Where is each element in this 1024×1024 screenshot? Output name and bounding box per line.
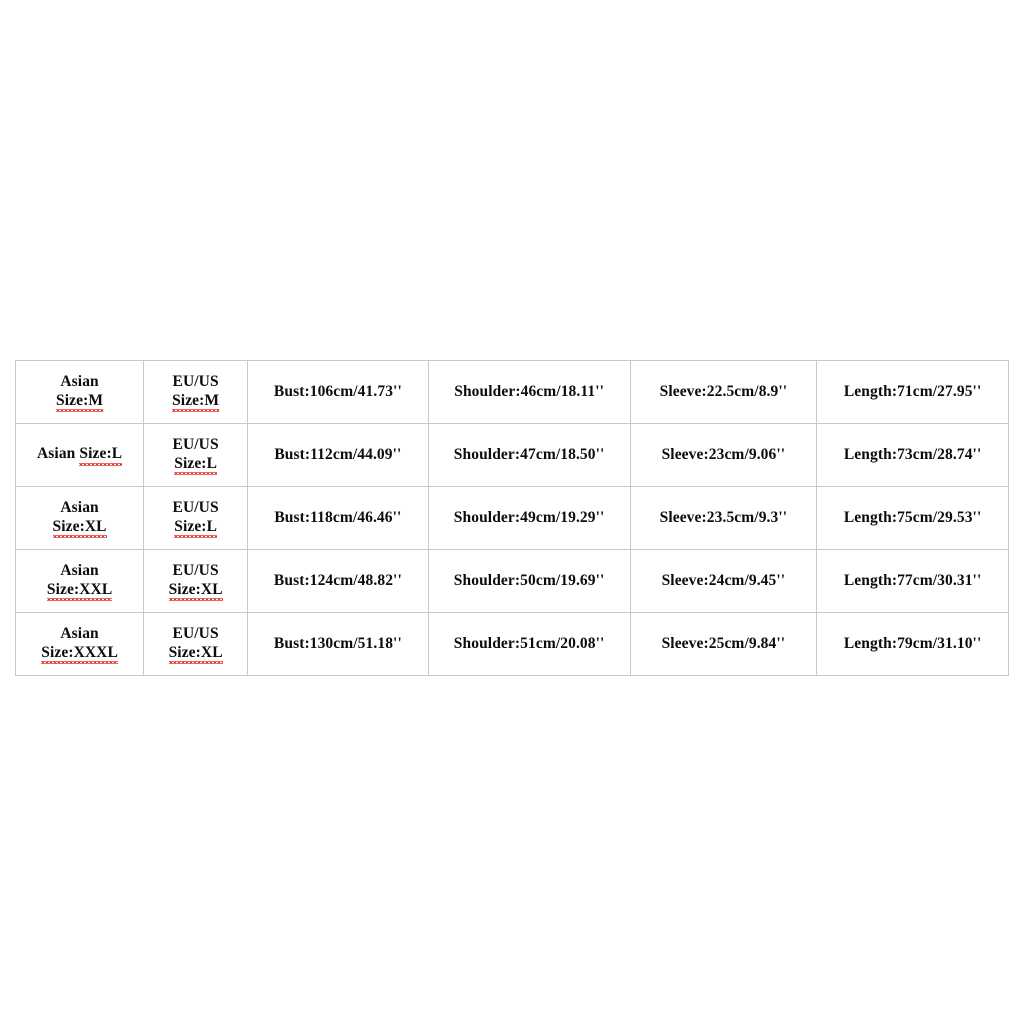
cell-asian-size bbox=[16, 487, 144, 550]
cell-asian-size bbox=[16, 613, 144, 676]
euus-size-value: Size:XL bbox=[150, 643, 241, 664]
euus-size-value: Size:XL bbox=[150, 580, 241, 601]
cell-bust: Bust:130cm/51.18'' bbox=[248, 613, 429, 676]
cell-sleeve: Sleeve:23.5cm/9.3'' bbox=[630, 487, 817, 550]
table-row bbox=[16, 424, 1009, 487]
euus-size-label: EU/US bbox=[172, 561, 219, 579]
cell-sleeve: Sleeve:24cm/9.45'' bbox=[630, 550, 817, 613]
euus-size-label: EU/US bbox=[172, 498, 219, 516]
asian-size-label: Asian bbox=[60, 624, 99, 642]
cell-shoulder: Shoulder:47cm/18.50'' bbox=[428, 424, 630, 487]
cell-length: Length:77cm/30.31'' bbox=[817, 550, 1009, 613]
cell-euus-size bbox=[144, 361, 248, 424]
euus-size-label: EU/US bbox=[172, 624, 219, 642]
cell-asian-size bbox=[16, 424, 144, 487]
asian-size-value: Size:XXL bbox=[22, 580, 137, 601]
asian-size-value: Size:XXXL bbox=[22, 643, 137, 664]
cell-euus-size bbox=[144, 487, 248, 550]
cell-length: Length:71cm/27.95'' bbox=[817, 361, 1009, 424]
asian-size-inline: Asian Size:L bbox=[37, 445, 122, 462]
cell-shoulder: Shoulder:50cm/19.69'' bbox=[428, 550, 630, 613]
cell-asian-size bbox=[16, 550, 144, 613]
cell-shoulder: Shoulder:49cm/19.29'' bbox=[428, 487, 630, 550]
size-chart-table bbox=[15, 360, 1009, 676]
cell-shoulder: Shoulder:51cm/20.08'' bbox=[428, 613, 630, 676]
cell-bust: Bust:106cm/41.73'' bbox=[248, 361, 429, 424]
cell-sleeve: Sleeve:22.5cm/8.9'' bbox=[630, 361, 817, 424]
cell-sleeve: Sleeve:25cm/9.84'' bbox=[630, 613, 817, 676]
asian-size-label: Asian bbox=[60, 498, 99, 516]
cell-bust: Bust:112cm/44.09'' bbox=[248, 424, 429, 487]
euus-size-value: Size:M bbox=[150, 391, 241, 412]
euus-size-value: Size:L bbox=[150, 454, 241, 475]
cell-length: Length:73cm/28.74'' bbox=[817, 424, 1009, 487]
cell-length: Length:79cm/31.10'' bbox=[817, 613, 1009, 676]
asian-size-label: Asian bbox=[60, 372, 99, 390]
cell-sleeve: Sleeve:23cm/9.06'' bbox=[630, 424, 817, 487]
cell-bust: Bust:118cm/46.46'' bbox=[248, 487, 429, 550]
asian-size-label: Asian bbox=[60, 561, 99, 579]
euus-size-label: EU/US bbox=[172, 372, 219, 390]
cell-shoulder: Shoulder:46cm/18.11'' bbox=[428, 361, 630, 424]
cell-euus-size bbox=[144, 550, 248, 613]
euus-size-value: Size:L bbox=[150, 517, 241, 538]
cell-length: Length:75cm/29.53'' bbox=[817, 487, 1009, 550]
table-row bbox=[16, 613, 1009, 676]
asian-size-value: Size:XL bbox=[22, 517, 137, 538]
table-row bbox=[16, 361, 1009, 424]
cell-bust: Bust:124cm/48.82'' bbox=[248, 550, 429, 613]
asian-size-value: Size:M bbox=[22, 391, 137, 412]
table-row bbox=[16, 550, 1009, 613]
euus-size-label: EU/US bbox=[172, 435, 219, 453]
cell-euus-size bbox=[144, 613, 248, 676]
cell-asian-size bbox=[16, 361, 144, 424]
table-row bbox=[16, 487, 1009, 550]
cell-euus-size bbox=[144, 424, 248, 487]
